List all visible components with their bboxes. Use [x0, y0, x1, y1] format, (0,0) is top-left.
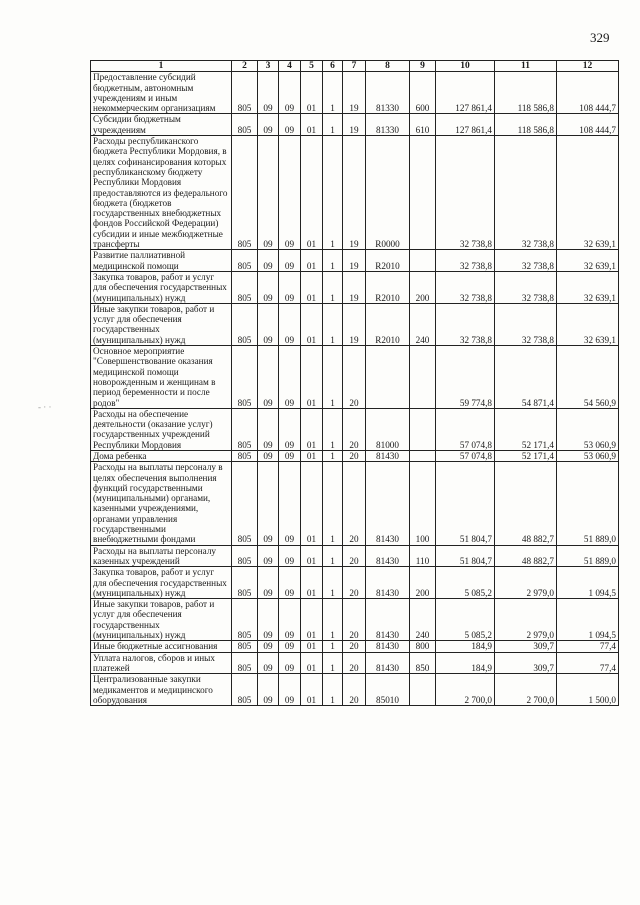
cell-amount-2: 48 882,7 — [495, 545, 557, 567]
cell-program: 01 — [301, 462, 323, 545]
table-row — [91, 641, 619, 652]
cell-program: 01 — [301, 652, 323, 674]
cell-section: 09 — [258, 271, 279, 303]
cell-program: 01 — [301, 346, 323, 409]
cell-program: 01 — [301, 599, 323, 641]
cell-section: 09 — [258, 652, 279, 674]
cell-expense-type: 100 — [410, 462, 436, 545]
cell-section: 09 — [258, 567, 279, 599]
column-header: 12 — [557, 61, 619, 72]
cell-amount-1: 127 861,4 — [436, 72, 495, 114]
cell-direction: 81430 — [366, 641, 410, 652]
cell-expense-type — [410, 408, 436, 450]
cell-program: 01 — [301, 72, 323, 114]
cell-subsection: 09 — [279, 136, 301, 250]
cell-amount-3: 51 889,0 — [557, 545, 619, 567]
cell-subprogram: 1 — [323, 450, 343, 461]
cell-subprogram: 1 — [323, 567, 343, 599]
table-row — [91, 652, 619, 674]
cell-subsection: 09 — [279, 462, 301, 545]
cell-subprogram: 1 — [323, 545, 343, 567]
cell-subsection: 09 — [279, 250, 301, 272]
table-row — [91, 450, 619, 461]
cell-amount-3: 53 060,9 — [557, 408, 619, 450]
cell-section: 09 — [258, 545, 279, 567]
cell-section: 09 — [258, 303, 279, 345]
cell-subprogram: 1 — [323, 136, 343, 250]
cell-amount-2: 309,7 — [495, 641, 557, 652]
cell-direction: 81430 — [366, 599, 410, 641]
cell-amount-1: 5 085,2 — [436, 599, 495, 641]
cell-subprogram: 1 — [323, 114, 343, 136]
cell-subprogram: 1 — [323, 652, 343, 674]
cell-direction: 81330 — [366, 72, 410, 114]
cell-ministry: 805 — [232, 674, 258, 706]
table-row — [91, 408, 619, 450]
cell-direction — [366, 346, 410, 409]
cell-amount-1: 51 804,7 — [436, 545, 495, 567]
cell-subprogram: 1 — [323, 462, 343, 545]
cell-amount-1: 127 861,4 — [436, 114, 495, 136]
column-header: 6 — [323, 61, 343, 72]
cell-program: 01 — [301, 136, 323, 250]
cell-expense-type — [410, 674, 436, 706]
cell-activity: 20 — [343, 674, 366, 706]
row-name: Расходы на выплаты персоналу в целях обеспечения выполнения функций государственными (муниципальными) органами, казенными учреждениями, органами управления государственными внебюджетными фондами — [91, 462, 232, 545]
cell-activity: 20 — [343, 408, 366, 450]
row-name: Субсидии бюджетным учреждениям — [91, 114, 232, 136]
cell-amount-3: 1 094,5 — [557, 599, 619, 641]
cell-section: 09 — [258, 346, 279, 409]
column-header: 8 — [366, 61, 410, 72]
cell-amount-2: 2 979,0 — [495, 599, 557, 641]
cell-ministry: 805 — [232, 408, 258, 450]
cell-amount-3: 1 094,5 — [557, 567, 619, 599]
scan-mark: - · · — [38, 402, 52, 412]
cell-direction: 81430 — [366, 567, 410, 599]
table-row — [91, 599, 619, 641]
cell-section: 09 — [258, 72, 279, 114]
cell-amount-1: 59 774,8 — [436, 346, 495, 409]
cell-activity: 20 — [343, 567, 366, 599]
cell-expense-type — [410, 346, 436, 409]
column-header: 3 — [258, 61, 279, 72]
cell-ministry: 805 — [232, 641, 258, 652]
cell-amount-2: 52 171,4 — [495, 408, 557, 450]
cell-expense-type — [410, 450, 436, 461]
cell-amount-3: 32 639,1 — [557, 250, 619, 272]
cell-amount-2: 52 171,4 — [495, 450, 557, 461]
cell-section: 09 — [258, 136, 279, 250]
cell-amount-2: 2 979,0 — [495, 567, 557, 599]
cell-amount-1: 32 738,8 — [436, 136, 495, 250]
cell-amount-2: 2 700,0 — [495, 674, 557, 706]
cell-ministry: 805 — [232, 250, 258, 272]
cell-subprogram: 1 — [323, 408, 343, 450]
cell-amount-3: 77,4 — [557, 652, 619, 674]
page-number: 329 — [590, 30, 610, 45]
cell-ministry: 805 — [232, 450, 258, 461]
cell-amount-3: 32 639,1 — [557, 271, 619, 303]
cell-amount-1: 184,9 — [436, 641, 495, 652]
row-name: Дома ребенка — [91, 450, 232, 461]
cell-subsection: 09 — [279, 450, 301, 461]
cell-amount-3: 32 639,1 — [557, 303, 619, 345]
cell-amount-1: 57 074,8 — [436, 408, 495, 450]
cell-subsection: 09 — [279, 408, 301, 450]
cell-direction: 81430 — [366, 450, 410, 461]
cell-subprogram: 1 — [323, 271, 343, 303]
row-name: Централизованные закупки медикаментов и медицинского оборудования — [91, 674, 232, 706]
cell-amount-3: 1 500,0 — [557, 674, 619, 706]
cell-subsection: 09 — [279, 599, 301, 641]
cell-ministry: 805 — [232, 136, 258, 250]
cell-activity: 20 — [343, 462, 366, 545]
column-header: 10 — [436, 61, 495, 72]
cell-ministry: 805 — [232, 545, 258, 567]
budget-table — [90, 60, 619, 706]
table-body — [91, 72, 619, 706]
cell-program: 01 — [301, 674, 323, 706]
cell-amount-2: 118 586,8 — [495, 114, 557, 136]
cell-subsection: 09 — [279, 271, 301, 303]
cell-program: 01 — [301, 545, 323, 567]
cell-amount-2: 54 871,4 — [495, 346, 557, 409]
table-row — [91, 462, 619, 545]
cell-direction: R2010 — [366, 303, 410, 345]
cell-program: 01 — [301, 567, 323, 599]
cell-amount-3: 32 639,1 — [557, 136, 619, 250]
table-row — [91, 72, 619, 114]
cell-expense-type: 240 — [410, 303, 436, 345]
cell-activity: 20 — [343, 450, 366, 461]
cell-activity: 19 — [343, 303, 366, 345]
cell-direction: R2010 — [366, 250, 410, 272]
cell-program: 01 — [301, 408, 323, 450]
cell-subsection: 09 — [279, 303, 301, 345]
column-header: 2 — [232, 61, 258, 72]
cell-ministry: 805 — [232, 271, 258, 303]
column-header: 4 — [279, 61, 301, 72]
cell-activity: 19 — [343, 72, 366, 114]
table-row — [91, 250, 619, 272]
cell-amount-3: 77,4 — [557, 641, 619, 652]
row-name: Расходы на выплаты персоналу казенных учреждений — [91, 545, 232, 567]
column-header: 9 — [410, 61, 436, 72]
cell-subsection: 09 — [279, 567, 301, 599]
cell-section: 09 — [258, 408, 279, 450]
cell-direction: 81330 — [366, 114, 410, 136]
cell-amount-1: 5 085,2 — [436, 567, 495, 599]
row-name: Развитие паллиативной медицинской помощи — [91, 250, 232, 272]
cell-expense-type — [410, 250, 436, 272]
cell-expense-type: 110 — [410, 545, 436, 567]
cell-direction: 81430 — [366, 462, 410, 545]
cell-amount-1: 57 074,8 — [436, 450, 495, 461]
cell-ministry: 805 — [232, 652, 258, 674]
cell-amount-2: 48 882,7 — [495, 462, 557, 545]
cell-amount-2: 32 738,8 — [495, 250, 557, 272]
cell-ministry: 805 — [232, 599, 258, 641]
cell-amount-1: 32 738,8 — [436, 271, 495, 303]
row-name: Расходы на обеспечение деятельности (оказание услуг) государственных учреждений Республики Мордовия — [91, 408, 232, 450]
cell-activity: 20 — [343, 599, 366, 641]
cell-expense-type: 600 — [410, 72, 436, 114]
cell-activity: 20 — [343, 641, 366, 652]
cell-amount-3: 108 444,7 — [557, 72, 619, 114]
cell-program: 01 — [301, 450, 323, 461]
cell-subsection: 09 — [279, 545, 301, 567]
cell-direction: R2010 — [366, 271, 410, 303]
cell-subsection: 09 — [279, 674, 301, 706]
cell-program: 01 — [301, 114, 323, 136]
column-header: 11 — [495, 61, 557, 72]
cell-amount-3: 108 444,7 — [557, 114, 619, 136]
cell-direction: 81430 — [366, 545, 410, 567]
cell-ministry: 805 — [232, 303, 258, 345]
cell-section: 09 — [258, 641, 279, 652]
cell-amount-3: 51 889,0 — [557, 462, 619, 545]
cell-ministry: 805 — [232, 114, 258, 136]
cell-ministry: 805 — [232, 567, 258, 599]
cell-subprogram: 1 — [323, 599, 343, 641]
cell-activity: 19 — [343, 136, 366, 250]
cell-section: 09 — [258, 674, 279, 706]
cell-expense-type — [410, 136, 436, 250]
row-name: Иные закупки товаров, работ и услуг для обеспечения государственных (муниципальных) нужд — [91, 303, 232, 345]
cell-expense-type: 800 — [410, 641, 436, 652]
table-row — [91, 136, 619, 250]
cell-amount-2: 32 738,8 — [495, 271, 557, 303]
cell-amount-2: 309,7 — [495, 652, 557, 674]
cell-program: 01 — [301, 271, 323, 303]
cell-expense-type: 240 — [410, 599, 436, 641]
cell-subsection: 09 — [279, 346, 301, 409]
cell-direction: 81000 — [366, 408, 410, 450]
row-name: Уплата налогов, сборов и иных платежей — [91, 652, 232, 674]
cell-expense-type: 610 — [410, 114, 436, 136]
cell-program: 01 — [301, 303, 323, 345]
header-row — [91, 61, 619, 72]
cell-section: 09 — [258, 114, 279, 136]
cell-activity: 20 — [343, 545, 366, 567]
cell-ministry: 805 — [232, 462, 258, 545]
table-row — [91, 303, 619, 345]
table-row — [91, 545, 619, 567]
table-row — [91, 674, 619, 706]
cell-amount-2: 32 738,8 — [495, 136, 557, 250]
cell-expense-type: 200 — [410, 567, 436, 599]
cell-subsection: 09 — [279, 641, 301, 652]
cell-direction: 85010 — [366, 674, 410, 706]
table-row — [91, 567, 619, 599]
cell-amount-3: 53 060,9 — [557, 450, 619, 461]
row-name: Закупка товаров, работ и услуг для обеспечения государственных (муниципальных) нужд — [91, 567, 232, 599]
cell-program: 01 — [301, 250, 323, 272]
cell-section: 09 — [258, 462, 279, 545]
column-header: 7 — [343, 61, 366, 72]
table-row — [91, 346, 619, 409]
row-name: Иные бюджетные ассигнования — [91, 641, 232, 652]
cell-amount-3: 54 560,9 — [557, 346, 619, 409]
table-row — [91, 114, 619, 136]
cell-section: 09 — [258, 250, 279, 272]
row-name: Предоставление субсидий бюджетным, автономным учреждениям и иным некоммерческим организациям — [91, 72, 232, 114]
column-header: 5 — [301, 61, 323, 72]
cell-activity: 19 — [343, 114, 366, 136]
cell-amount-1: 32 738,8 — [436, 250, 495, 272]
cell-direction: 81430 — [366, 652, 410, 674]
row-name: Расходы республиканского бюджета Республики Мордовия, в целях софинансирования которых республиканскому бюджету Республики Мордовия предоставляются из федерального бюджета (бюджетов государственных внебюджетных фондов Российской Федерации) субсидии и иные межбюджетные трансферты — [91, 136, 232, 250]
cell-direction: R0000 — [366, 136, 410, 250]
cell-subsection: 09 — [279, 652, 301, 674]
row-name: Основное мероприятие "Совершенствование оказания медицинской помощи новорожденным и женщинам в период беременности и после родов" — [91, 346, 232, 409]
cell-amount-1: 51 804,7 — [436, 462, 495, 545]
cell-ministry: 805 — [232, 346, 258, 409]
cell-amount-2: 118 586,8 — [495, 72, 557, 114]
cell-ministry: 805 — [232, 72, 258, 114]
cell-program: 01 — [301, 641, 323, 652]
cell-section: 09 — [258, 450, 279, 461]
row-name: Закупка товаров, работ и услуг для обеспечения государственных (муниципальных) нужд — [91, 271, 232, 303]
table-row — [91, 271, 619, 303]
cell-activity: 20 — [343, 652, 366, 674]
cell-subprogram: 1 — [323, 641, 343, 652]
cell-subprogram: 1 — [323, 303, 343, 345]
column-header: 1 — [91, 61, 232, 72]
cell-section: 09 — [258, 599, 279, 641]
cell-subprogram: 1 — [323, 72, 343, 114]
cell-amount-1: 184,9 — [436, 652, 495, 674]
cell-subsection: 09 — [279, 114, 301, 136]
cell-subsection: 09 — [279, 72, 301, 114]
cell-activity: 19 — [343, 271, 366, 303]
cell-expense-type: 200 — [410, 271, 436, 303]
row-name: Иные закупки товаров, работ и услуг для обеспечения государственных (муниципальных) нужд — [91, 599, 232, 641]
cell-amount-2: 32 738,8 — [495, 303, 557, 345]
cell-subprogram: 1 — [323, 250, 343, 272]
cell-activity: 19 — [343, 250, 366, 272]
cell-amount-1: 2 700,0 — [436, 674, 495, 706]
cell-expense-type: 850 — [410, 652, 436, 674]
cell-amount-1: 32 738,8 — [436, 303, 495, 345]
cell-subprogram: 1 — [323, 346, 343, 409]
cell-activity: 20 — [343, 346, 366, 409]
cell-subprogram: 1 — [323, 674, 343, 706]
